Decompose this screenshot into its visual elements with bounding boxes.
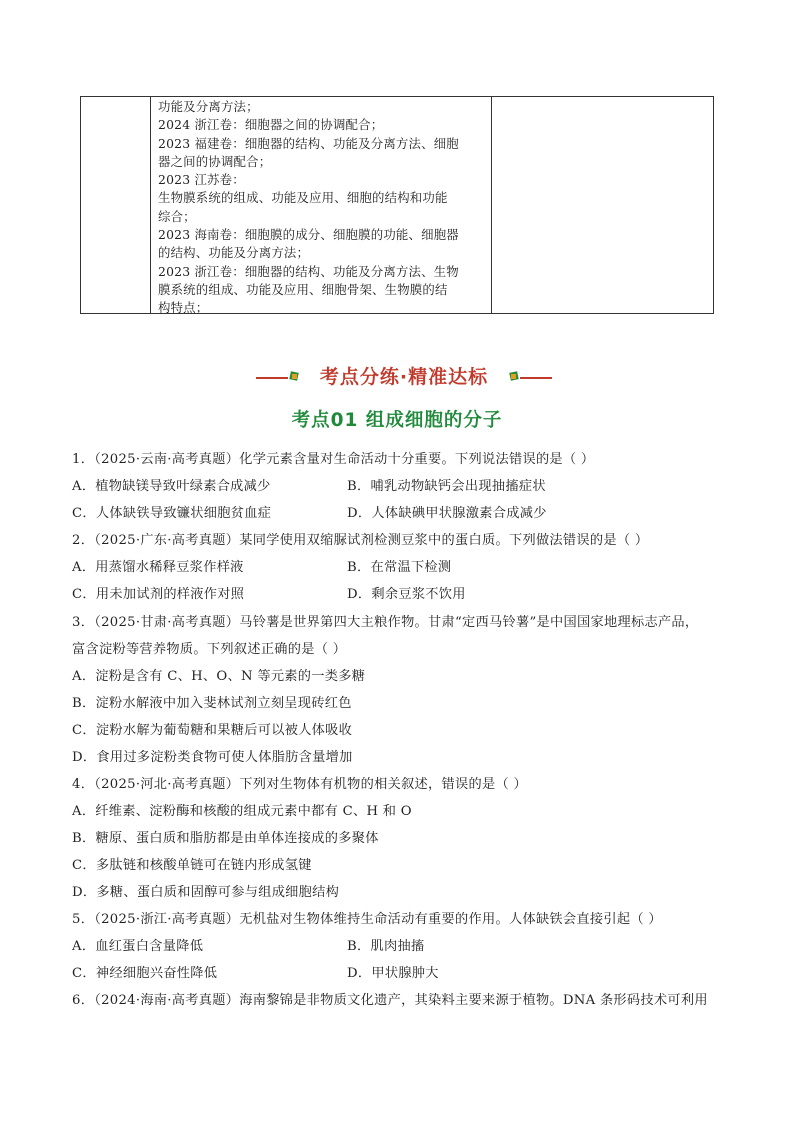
option-c: C．多肽链和核酸单链可在链内形成氢键	[72, 858, 312, 873]
option-d: D．甲状腺肿大	[347, 966, 439, 981]
option-d: D．剩余豆浆不饮用	[347, 587, 466, 602]
option-b: B．糖原、蛋白质和脂肪都是由单体连接成的多聚体	[72, 831, 379, 846]
table-line: 2023 海南卷：细胞膜的成分、细胞膜的功能、细胞器	[158, 227, 459, 243]
table-line: 膜系统的组成、功能及应用、细胞骨架、生物膜的结	[158, 281, 448, 297]
option-a: A．纤维素、淀粉酶和核酸的组成元素中都有 C、H 和 O	[72, 804, 412, 819]
option-b: B．在常温下检测	[347, 560, 452, 575]
question-stem: 4．（2025·河北·高考真题）下列对生物体有机物的相关叙述，错误的是（ ）	[72, 777, 527, 792]
question-stem: 3．（2025·甘肃·高考真题）马铃薯是世界第四大主粮作物。甘肃“定西马铃薯”是中国国家地理标志产品，	[72, 615, 699, 630]
table-line: 2023 福建卷：细胞器的结构、功能及分离方法、细胞	[158, 135, 459, 151]
table-line: 综合；	[158, 208, 196, 224]
section-title: 考点01 组成细胞的分子	[291, 410, 503, 431]
table-line: 生物膜系统的组成、功能及应用、细胞的结构和功能	[158, 190, 448, 206]
option-a: A．用蒸馏水稀释豆浆作样液	[72, 560, 244, 575]
question-stem: 2．（2025·广东·高考真题）某同学使用双缩脲试剂检测豆浆中的蛋白质。下列做法错误的是（ ）	[72, 533, 649, 548]
question-stem: 1．（2025·云南·高考真题）化学元素含量对生命活动十分重要。下列说法错误的是（ ）	[72, 452, 595, 467]
table-cell-empty-right	[492, 97, 713, 313]
section-banner	[256, 360, 552, 390]
table-line: 2024 浙江卷：细胞器之间的协调配合；	[158, 117, 384, 133]
option-c: C．神经细胞兴奋性降低	[72, 966, 218, 981]
option-d: D．食用过多淀粉类食物可使人体脂肪含量增加	[72, 750, 353, 765]
table-line: 的结构、功能及分离方法；	[158, 245, 310, 261]
option-a: A．淀粉是含有 C、H、O、N 等元素的一类多糖	[72, 669, 366, 684]
table-line: 器之间的协调配合；	[158, 153, 272, 169]
option-d: D．人体缺碘甲状腺激素合成减少	[347, 506, 547, 521]
exam-table	[80, 96, 714, 314]
table-cell-exam-list	[151, 97, 492, 316]
banner-decoration-icon	[292, 374, 297, 379]
option-b: B．淀粉水解液中加入斐林试剂立刻呈现砖红色	[72, 696, 352, 711]
table-cell-empty	[81, 97, 151, 313]
question-stem: 6．（2024·海南·高考真题）海南黎锦是非物质文化遗产，其染料主要来源于植物。DNA 条形码技术可利用	[72, 993, 708, 1008]
option-c: C．淀粉水解为葡萄糖和果糖后可以被人体吸收	[72, 723, 353, 738]
banner-decoration-icon	[511, 374, 516, 379]
table-line: 2023 江苏卷：	[158, 172, 245, 188]
table-line: 功能及分离方法；	[158, 99, 259, 114]
question-stem-cont: 富含淀粉等营养物质。下列叙述正确的是（ ）	[72, 642, 347, 657]
option-d: D．多糖、蛋白质和固醇可参与组成细胞结构	[72, 885, 340, 900]
option-b: B．肌肉抽搐	[347, 939, 425, 954]
option-a: A．血红蛋白含量降低	[72, 939, 204, 954]
question-stem: 5．（2025·浙江·高考真题）无机盐对生物体维持生命活动有重要的作用。人体缺铁会直接引起（ ）	[72, 912, 662, 927]
option-c: C．用未加试剂的样液作对照	[72, 587, 245, 602]
option-c: C．人体缺铁导致镰状细胞贫血症	[72, 506, 272, 521]
table-line: 2023 浙江卷：细胞器的结构、功能及分离方法、生物	[158, 263, 459, 279]
table-line: 构特点；	[158, 300, 209, 316]
banner-rule-left	[256, 377, 288, 379]
banner-title: 考点分练·精准达标	[319, 366, 489, 388]
option-b: B．哺乳动物缺钙会出现抽搐症状	[347, 479, 546, 494]
option-a: A．植物缺镁导致叶绿素合成减少	[72, 479, 271, 494]
banner-rule-right	[520, 377, 552, 379]
